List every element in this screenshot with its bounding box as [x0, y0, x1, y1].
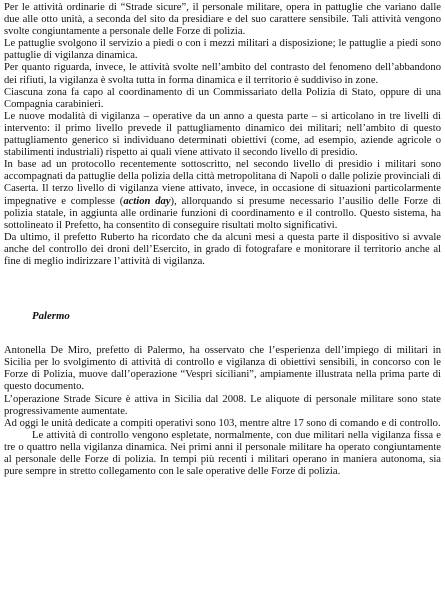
paragraph: Le nuove modalità di vigilanza – operative da un anno a questa parte – si articolano in tre livelli di intervento: il primo livello prevede il pattugliamento dinamico dei militari; nell’ambito di questo pattugliamento generico si individuano determinati obiettivi (come, ad esempio, aziende agricole o stabilimenti industriali) rispetto ai quali viene attivato il secondo livello di presidio.: [4, 110, 441, 159]
section-caserta-napoli: [4, 2, 441, 268]
italic-term: action day: [123, 195, 171, 207]
paragraph: Per quanto riguarda, invece, le attività svolte nell’ambito del contrasto del fenomeno dell’abbandono dei rifiuti, la vigilanza è svolta tutta in forma dinamica e il territorio è suddiviso in zone.: [4, 62, 441, 86]
paragraph: In base ad un protocollo recentemente sottoscritto, nel secondo livello di presidio i militari sono accompagnati da pattuglie della polizia della città metropolitana di Napoli o dalle polizie provinciali di Caserta. Il terzo livello di vigilanza viene attivato, invece, in occasione di situazioni particolarmente impegnative e complesse (action day), allorquando si presume necessario l’ausilio delle Forze di polizia statale, in aggiunta alle ordinarie funzioni di coordinamento e il controllo. Questo sistema, ha sottolineato il Prefetto, ha consentito di conseguire risultati molto significativi.: [4, 159, 441, 231]
paragraph: Le attività di controllo vengono espletate, normalmente, con due militari nella vigilanza fissa e tre o quattro nella vigilanza dinamica. Nei primi anni il personale militare ha operato congiuntamente al personale delle Forze di polizia. In tempi più recenti i militari operano in maniera autonoma, sia pure sempre in stretto collegamento con le sale operative delle Forze di polizia.: [4, 429, 441, 478]
section-palermo: [4, 345, 441, 478]
spacer: [4, 322, 441, 345]
paragraph: Per le attività ordinarie di “Strade sicure”, il personale militare, opera in pattuglie che variano dalle due alle otto unità, a seconda del sito da presidiare e del suo carattere sensibile. Tali attività vengono svolte congiuntamente a personale delle Forze di polizia.: [4, 2, 441, 38]
paragraph: Le pattuglie svolgono il servizio a piedi o con i mezzi militari a disposizione; le pattuglie a piedi sono pattuglie di vigilanza dinamica.: [4, 38, 441, 62]
paragraph: L’operazione Strade Sicure è attiva in Sicilia dal 2008. Le aliquote di personale militare sono state progressivamente aumentate.: [4, 393, 441, 417]
spacer: [4, 268, 441, 310]
paragraph: Antonella De Miro, prefetto di Palermo, ha osservato che l’esperienza dell’impiego di militari in Sicilia per lo svolgimento di attività di controllo e vigilanza di obiettivi sensibili, in concorso con le Forze di Polizia, muove dall’operazione “Vespri siciliani”, ampiamente illustrata nella prima parte di questo documento.: [4, 345, 441, 393]
section-title-palermo: Palermo: [32, 310, 70, 323]
paragraph: Ad oggi le unità dedicate a compiti operativi sono 103, mentre altre 17 sono di comando e di controllo.: [4, 417, 441, 429]
paragraph: Ciascuna zona fa capo al coordinamento di un Commissariato della Polizia di Stato, oppure di una Compagnia carabinieri.: [4, 86, 441, 110]
paragraph: Da ultimo, il prefetto Ruberto ha ricordato che da alcuni mesi a questa parte il dispositivo si avvale anche del controllo dei droni dell’Esercito, in grado di fotografare e monitorare il territorio anche al fine di meglio indirizzare l’attività di vigilanza.: [4, 231, 441, 267]
